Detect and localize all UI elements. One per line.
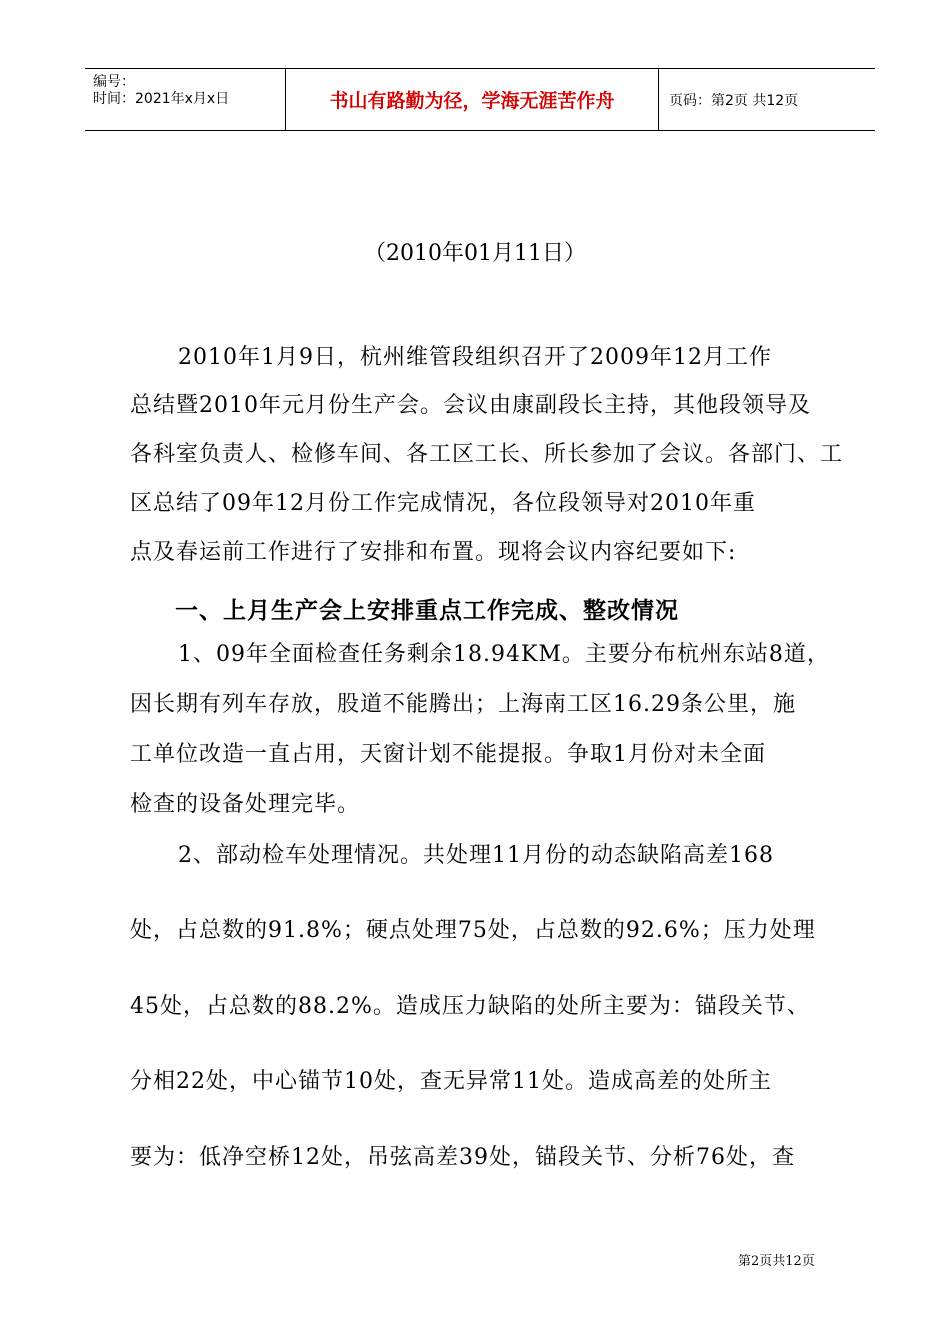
paragraph-line: 2、部动检车处理情况。共处理11月份的动态缺陷高差168	[178, 843, 774, 868]
page-header	[85, 68, 875, 131]
paragraph-line: 要为：低净空桥12处，吊弦高差39处，锚段关节、分析76处，查	[130, 1145, 795, 1170]
paragraph-line: 45处，占总数的88.2%。造成压力缺陷的处所主要为：锚段关节、	[130, 994, 810, 1019]
document-time-label: 时间：2021年x月x日	[93, 91, 230, 107]
header-meta	[85, 69, 285, 130]
section-heading: 一、上月生产会上安排重点工作完成、整改情况	[175, 597, 679, 624]
paragraph-line: 1、09年全面检查任务剩余18.94KM。主要分布杭州东站8道，	[178, 642, 830, 667]
paragraph-line: 总结暨2010年元月份生产会。会议由康副段长主持，其他段领导及	[130, 393, 811, 418]
paragraph-line: 区总结了09年12月份工作完成情况，各位段领导对2010年重	[130, 491, 756, 516]
header-divider	[658, 69, 659, 130]
document-number-label: 编号：	[93, 74, 135, 90]
page-footer: 第2页共12页	[738, 1254, 815, 1269]
document-date: （2010年01月11日）	[364, 241, 586, 266]
paragraph-line: 2010年1月9日，杭州维管段组织召开了2009年12月工作	[178, 345, 772, 370]
paragraph-line: 检查的设备处理完毕。	[130, 792, 361, 817]
paragraph-line: 工单位改造一直占用，天窗计划不能提报。争取1月份对未全面	[130, 742, 766, 767]
paragraph-line: 点及春运前工作进行了安排和布置。现将会议内容纪要如下:	[130, 540, 737, 565]
paragraph-line: 分相22处，中心锚节10处，查无异常11处。造成高差的处所主	[130, 1069, 772, 1094]
header-motto: 书山有路勤为径，学海无涯苦作舟	[329, 90, 615, 112]
paragraph-line: 因长期有列车存放，股道不能腾出；上海南工区16.29条公里，施	[130, 692, 796, 717]
header-page-number: 页码：第2页 共12页	[669, 93, 799, 109]
paragraph-line: 各科室负责人、检修车间、各工区工长、所长参加了会议。各部门、工	[130, 442, 844, 467]
paragraph-line: 处，占总数的91.8%；硬点处理75处，占总数的92.6%；压力处理	[130, 918, 816, 943]
